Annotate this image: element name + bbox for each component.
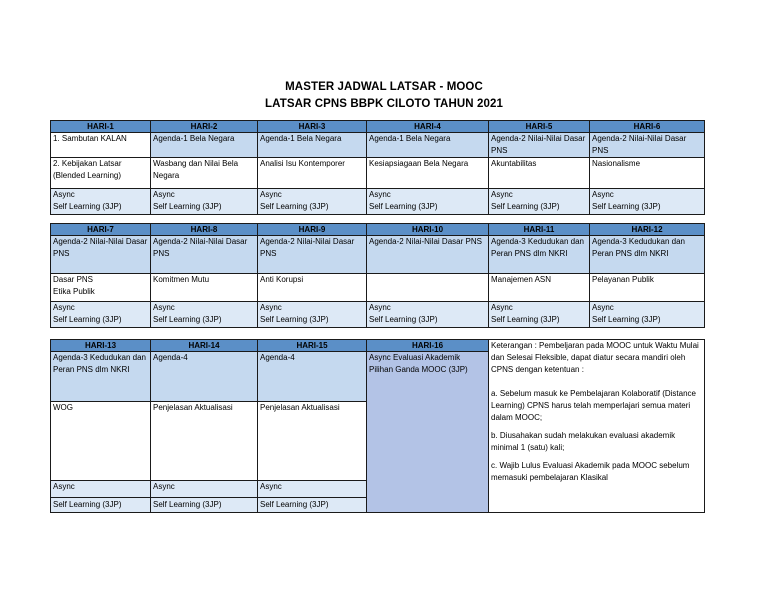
session-self-cell: Self Learning (3JP) xyxy=(51,498,151,513)
session-cell: Async Self Learning (3JP) xyxy=(367,189,489,215)
day-header: HARI-5 xyxy=(489,121,590,133)
session-cell: Async Self Learning (3JP) xyxy=(258,302,367,328)
agenda-cell: Agenda-2 Nilai-Nilai Dasar PNS xyxy=(590,133,705,158)
content-cell: Dasar PNS Etika Publik xyxy=(51,274,151,302)
session-cell: Async Self Learning (3JP) xyxy=(367,302,489,328)
session-cell: Async Self Learning (3JP) xyxy=(258,189,367,215)
content-cell: Penjelasan Aktualisasi xyxy=(258,402,367,481)
schedule-week-3 xyxy=(50,339,705,513)
content-cell: Manajemen ASN xyxy=(489,274,590,302)
day-header: HARI-15 xyxy=(258,340,367,352)
day-header: HARI-12 xyxy=(590,224,705,236)
session-cell: Async Self Learning (3JP) xyxy=(51,189,151,215)
day-header: HARI-1 xyxy=(51,121,151,133)
day-header: HARI-4 xyxy=(367,121,489,133)
agenda-cell: Agenda-2 Nilai-Nilai Dasar PNS xyxy=(51,236,151,274)
day-header: HARI-3 xyxy=(258,121,367,133)
agenda-cell: Agenda-4 xyxy=(258,352,367,402)
content-cell: Anti Korupsi xyxy=(258,274,367,302)
session-cell: Async Self Learning (3JP) xyxy=(489,189,590,215)
session-cell: Async Self Learning (3JP) xyxy=(590,189,705,215)
agenda-cell: Agenda-2 Nilai-Nilai Dasar PNS xyxy=(489,133,590,158)
agenda-cell: Agenda-3 Kedudukan dan Peran PNS dlm NKRI xyxy=(51,352,151,402)
session-cell: Async Self Learning (3JP) xyxy=(151,302,258,328)
agenda-cell: Agenda-3 Kedudukan dan Peran PNS dlm NKRI xyxy=(489,236,590,274)
session-cell: Async Self Learning (3JP) xyxy=(590,302,705,328)
content-cell: Komitmen Mutu xyxy=(151,274,258,302)
notes-item-c: c. Wajib Lulus Evaluasi Akademik pada MOOC sebelum memasuki pembelajaran Klasikal xyxy=(491,461,690,482)
content-cell: Wasbang dan Nilai Bela Negara xyxy=(151,158,258,189)
day-header: HARI-8 xyxy=(151,224,258,236)
page-title: MASTER JADWAL LATSAR - MOOC xyxy=(285,81,483,93)
agenda-cell: Agenda-1 Bela Negara xyxy=(367,133,489,158)
content-cell: Penjelasan Aktualisasi xyxy=(151,402,258,481)
session-mode-cell: Async xyxy=(151,481,258,498)
day-header: HARI-9 xyxy=(258,224,367,236)
day-header: HARI-11 xyxy=(489,224,590,236)
schedule-week-1 xyxy=(50,120,705,215)
notes-intro: Keterangan : Pembeljaran pada MOOC untuk Waktu Mulai dan Selesai Fleksible, dapat diatur secara mandiri oleh CPNS dengan ketentuan : xyxy=(491,341,699,374)
agenda-cell: Agenda-2 Nilai-Nilai Dasar PNS xyxy=(258,236,367,274)
content-cell: Pelayanan Publik xyxy=(590,274,705,302)
agenda-cell: Agenda-2 Nilai-Nilai Dasar PNS xyxy=(151,236,258,274)
day-header: HARI-6 xyxy=(590,121,705,133)
notes-item-a: a. Sebelum masuk ke Pembelajaran Kolaboratif (Distance Learning) CPNS harus telah memperlajari semua materi dalam MOOC; xyxy=(491,389,696,422)
evaluation-cell: Async Evaluasi Akademik Pilihan Ganda MOOC (3JP) xyxy=(367,352,489,513)
content-cell: 2. Kebijakan Latsar (Blended Learning) xyxy=(51,158,151,189)
content-cell: Kesiapsiagaan Bela Negara xyxy=(367,158,489,189)
agenda-cell: Agenda-1 Bela Negara xyxy=(151,133,258,158)
content-cell: Nasionalisme xyxy=(590,158,705,189)
day-header: HARI-10 xyxy=(367,224,489,236)
day-header: HARI-16 xyxy=(367,340,489,352)
notes-item-b: b. Diusahakan sudah melakukan evaluasi akademik minimal 1 (satu) kali; xyxy=(491,431,676,452)
content-cell: WOG xyxy=(51,402,151,481)
content-cell: Analisi Isu Kontemporer xyxy=(258,158,367,189)
day-header: HARI-14 xyxy=(151,340,258,352)
page-subtitle: LATSAR CPNS BBPK CILOTO TAHUN 2021 xyxy=(265,98,503,110)
agenda-cell: Agenda-4 xyxy=(151,352,258,402)
session-cell: Async Self Learning (3JP) xyxy=(151,189,258,215)
notes-panel xyxy=(489,340,705,513)
agenda-cell: Agenda-3 Kedudukan dan Peran PNS dlm NKRI xyxy=(590,236,705,274)
day-header: HARI-2 xyxy=(151,121,258,133)
schedule-week-2 xyxy=(50,223,705,328)
agenda-cell: Agenda-2 Nilai-Nilai Dasar PNS xyxy=(367,236,489,274)
session-mode-cell: Async xyxy=(51,481,151,498)
day-header: HARI-7 xyxy=(51,224,151,236)
day-header: HARI-13 xyxy=(51,340,151,352)
content-cell xyxy=(367,274,489,302)
content-cell: Akuntabilitas xyxy=(489,158,590,189)
agenda-cell: Agenda-1 Bela Negara xyxy=(258,133,367,158)
session-self-cell: Self Learning (3JP) xyxy=(151,498,258,513)
session-mode-cell: Async xyxy=(258,481,367,498)
session-self-cell: Self Learning (3JP) xyxy=(258,498,367,513)
agenda-cell: 1. Sambutan KALAN xyxy=(51,133,151,158)
session-cell: Async Self Learning (3JP) xyxy=(489,302,590,328)
session-cell: Async Self Learning (3JP) xyxy=(51,302,151,328)
